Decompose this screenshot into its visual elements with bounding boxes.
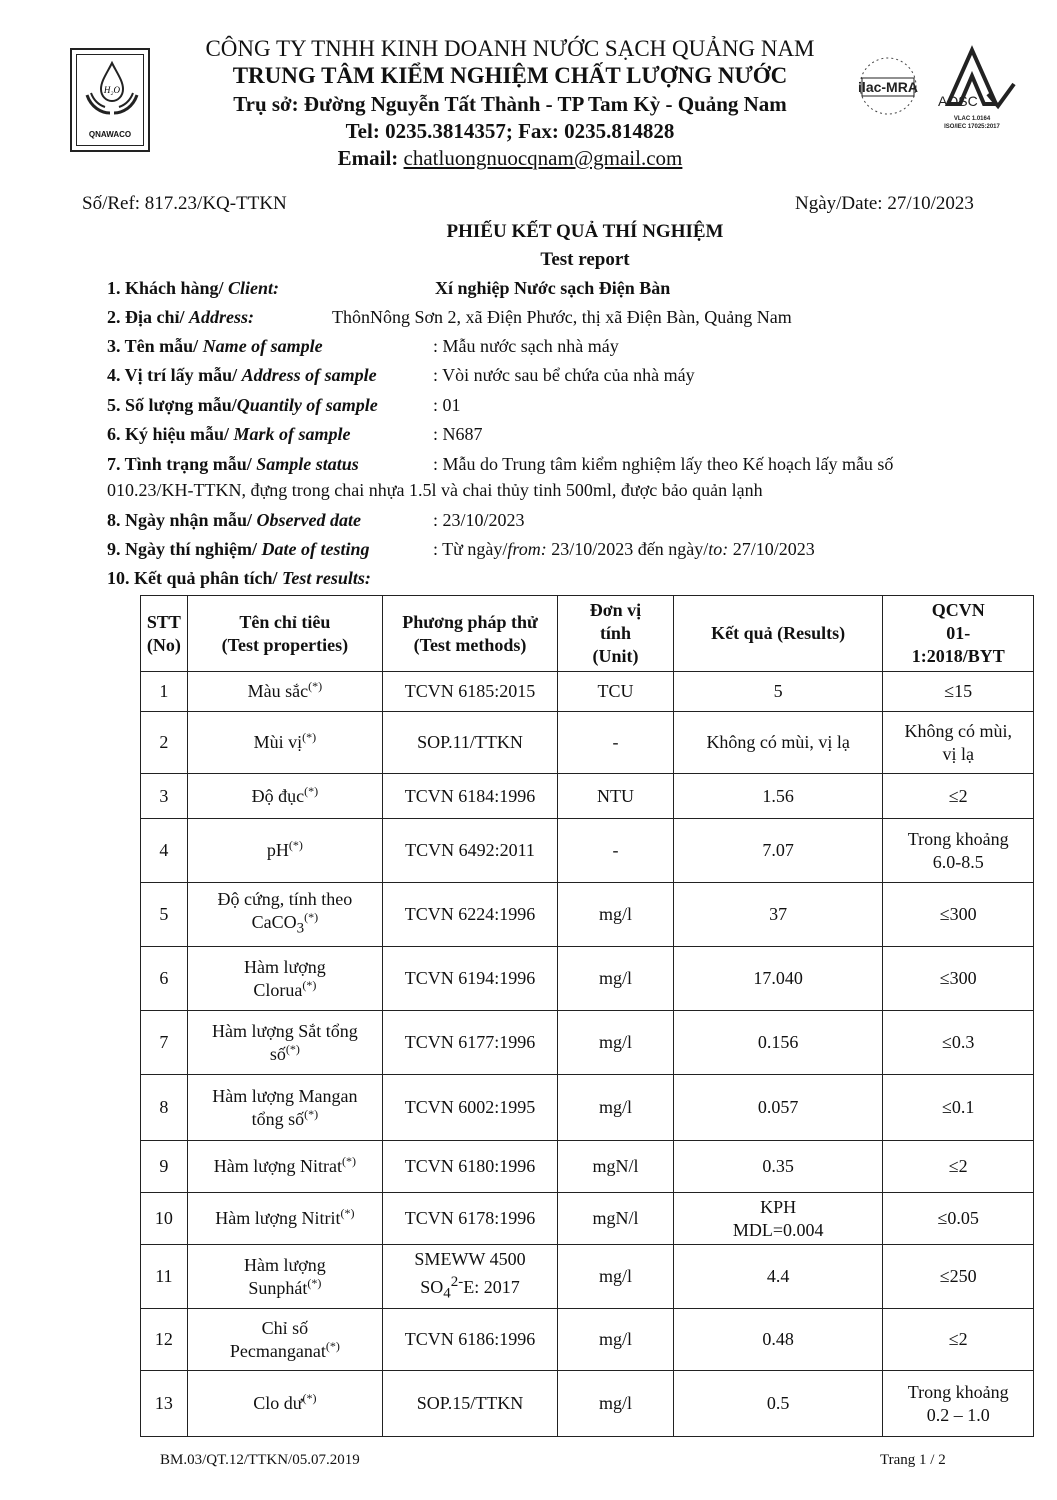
sample-status-value: : Mẫu do Trung tâm kiểm nghiệm lấy theo Kế hoạch lấy mẫu số [433, 454, 894, 474]
svg-text:H₂O: H₂O [103, 85, 121, 95]
cell-result: 0.5 [673, 1371, 883, 1437]
cell-result: KPH MDL=0.004 [673, 1193, 883, 1245]
cell-no: 6 [141, 947, 188, 1011]
address-label: 2. Địa chỉ/ Address: [107, 307, 255, 327]
observed-date-label: 8. Ngày nhận mẫu/ Observed date [107, 510, 362, 530]
water-drop-hands-icon [77, 55, 147, 125]
cell-no: 11 [141, 1245, 188, 1309]
table-row [141, 672, 1034, 712]
cell-result: 37 [673, 883, 883, 947]
sample-name-value: : Mẫu nước sạch nhà máy [433, 336, 619, 356]
cell-limit: ≤0.05 [883, 1193, 1034, 1245]
cell-property: Độ cứng, tính theo CaCO$_3$(*) [187, 883, 382, 947]
table-row [141, 947, 1034, 1011]
sample-mark-label: 6. Ký hiệu mẫu/ Mark of sample [107, 424, 351, 444]
cell-limit: Không có mùi, vị lạ [883, 712, 1034, 774]
company-address: Trụ sở: Đường Nguyễn Tất Thành - TP Tam Kỳ - Quảng Nam [233, 92, 787, 116]
testing-date-label: 9. Ngày thí nghiệm/ Date of testing [107, 539, 370, 559]
table-row [141, 1141, 1034, 1193]
table-row [141, 1245, 1034, 1309]
cell-result: 17.040 [673, 947, 883, 1011]
company-phone: Tel: 0235.3814357; Fax: 0235.814828 [345, 119, 675, 143]
cell-no: 10 [141, 1193, 188, 1245]
cell-method: SOP.11/TTKN [383, 712, 558, 774]
cell-no: 1 [141, 672, 188, 712]
observed-date-value: : 23/10/2023 [433, 510, 525, 530]
cell-no: 4 [141, 819, 188, 883]
sample-name-label: 3. Tên mẫu/ Name of sample [107, 336, 323, 356]
cell-limit: Trong khoảng 6.0-8.5 [883, 819, 1034, 883]
cell-property: Hàm lượng Mangan tổng số(*) [187, 1075, 382, 1141]
testing-date-value: : Từ ngày/from: 23/10/2023 đến ngày/to: 27/10/2023 [433, 539, 815, 559]
cell-unit: TCU [557, 672, 673, 712]
aosc-iso: ISO/IEC 17025:2017 [944, 124, 1000, 130]
cell-result: 0.35 [673, 1141, 883, 1193]
cell-unit: mgN/l [557, 1193, 673, 1245]
cell-unit: mg/l [557, 1371, 673, 1437]
aosc-vlac: VLAC 1.0164 [953, 116, 991, 122]
company-logo [70, 48, 150, 152]
header-qcvn: QCVN 01- 1:2018/BYT [883, 596, 1034, 672]
cell-unit: mg/l [557, 883, 673, 947]
cell-result: 7.07 [673, 819, 883, 883]
cell-property: Hàm lượng Nitrat(*) [187, 1141, 382, 1193]
cell-limit: ≤250 [883, 1245, 1034, 1309]
cell-limit: ≤0.3 [883, 1011, 1034, 1075]
sample-mark-value: : N687 [433, 424, 483, 444]
report-date: Ngày/Date: 27/10/2023 [795, 193, 974, 214]
cell-unit: mgN/l [557, 1141, 673, 1193]
cell-method: SOP.15/TTKN [383, 1371, 558, 1437]
page-number: Trang 1 / 2 [880, 1452, 946, 1468]
table-row [141, 883, 1034, 947]
cell-method: TCVN 6184:1996 [383, 774, 558, 819]
form-code: BM.03/QT.12/TTKN/05.07.2019 [160, 1452, 360, 1468]
table-row [141, 1309, 1034, 1371]
address-value: ThônNông Sơn 2, xã Điện Phước, thị xã Điện Bàn, Quảng Nam [332, 307, 792, 327]
logo-caption: QNAWACO [88, 130, 132, 139]
cell-unit: NTU [557, 774, 673, 819]
header-unit: Đơn vị tính (Unit) [557, 596, 673, 672]
email-link[interactable]: chatluongnuocqnam@gmail.com [403, 146, 683, 170]
sample-location-value: : Vòi nước sau bể chứa của nhà máy [433, 365, 695, 385]
table-row [141, 1371, 1034, 1437]
test-results-heading: 10. Kết quả phân tích/ Test results: [107, 568, 371, 588]
cell-unit: - [557, 712, 673, 774]
cell-property: Clo dư(*) [187, 1371, 382, 1437]
cell-method: TCVN 6002:1995 [383, 1075, 558, 1141]
client-value: Xí nghiệp Nước sạch Điện Bàn [435, 278, 671, 298]
cell-property: pH(*) [187, 819, 382, 883]
report-title-en: Test report [540, 249, 630, 270]
cell-unit: mg/l [557, 1245, 673, 1309]
cell-property: Hàm lượng Sắt tổng số(*) [187, 1011, 382, 1075]
cell-result: 0.48 [673, 1309, 883, 1371]
cell-method: TCVN 6177:1996 [383, 1011, 558, 1075]
cell-result: 0.156 [673, 1011, 883, 1075]
cell-method: TCVN 6194:1996 [383, 947, 558, 1011]
cell-method: TCVN 6178:1996 [383, 1193, 558, 1245]
cell-no: 7 [141, 1011, 188, 1075]
cell-limit: ≤2 [883, 1309, 1034, 1371]
cell-limit: ≤300 [883, 947, 1034, 1011]
cell-limit: ≤300 [883, 883, 1034, 947]
header-results: Kết quả (Results) [673, 596, 883, 672]
cell-method: TCVN 6224:1996 [383, 883, 558, 947]
cell-result: Không có mùi, vị lạ [673, 712, 883, 774]
cell-result: 0.057 [673, 1075, 883, 1141]
sample-quantity-value: : 01 [433, 395, 461, 415]
company-email-line [160, 146, 860, 171]
cell-property: Hàm lượng Nitrit(*) [187, 1193, 382, 1245]
header-stt: STT (No) [141, 596, 188, 672]
cell-method: TCVN 6185:2015 [383, 672, 558, 712]
cell-no: 3 [141, 774, 188, 819]
cell-limit: ≤2 [883, 1141, 1034, 1193]
sample-status-label: 7. Tình trạng mẫu/ Sample status [107, 454, 359, 474]
cell-property: Chỉ số Pecmanganat(*) [187, 1309, 382, 1371]
ilac-text: ilac-MRA [858, 79, 918, 95]
client-label: 1. Khách hàng/ Client: [107, 278, 280, 298]
cell-unit: mg/l [557, 1075, 673, 1141]
cell-method: TCVN 6180:1996 [383, 1141, 558, 1193]
sample-status-value-2: 010.23/KH-TTKN, đựng trong chai nhựa 1.5l và chai thủy tinh 500ml, được bảo quản lạnh [107, 480, 763, 500]
cell-unit: mg/l [557, 1309, 673, 1371]
report-title: PHIẾU KẾT QUẢ THÍ NGHIỆM [446, 221, 724, 242]
results-table [140, 595, 1034, 1437]
table-row [141, 1075, 1034, 1141]
cell-no: 9 [141, 1141, 188, 1193]
center-name: TRUNG TÂM KIỂM NGHIỆM CHẤT LƯỢNG NƯỚC [232, 63, 788, 88]
cell-property: Độ đục(*) [187, 774, 382, 819]
cell-method: SMEWW 4500 $SO_4^{2-}E$: 2017 [383, 1245, 558, 1309]
cell-result: 4.4 [673, 1245, 883, 1309]
cell-property: Hàm lượng Clorua(*) [187, 947, 382, 1011]
header-properties: Tên chỉ tiêu (Test properties) [187, 596, 382, 672]
company-name: CÔNG TY TNHH KINH DOANH NƯỚC SẠCH QUẢNG NAM [205, 36, 815, 61]
aosc-text: AOSC [938, 93, 978, 109]
cell-no: 2 [141, 712, 188, 774]
cell-no: 8 [141, 1075, 188, 1141]
table-row [141, 712, 1034, 774]
cell-unit: mg/l [557, 947, 673, 1011]
cell-limit: ≤0.1 [883, 1075, 1034, 1141]
reference-number: Số/Ref: 817.23/KQ-TTKN [82, 193, 287, 214]
cell-limit: ≤2 [883, 774, 1034, 819]
cell-result: 5 [673, 672, 883, 712]
cell-method: TCVN 6186:1996 [383, 1309, 558, 1371]
table-header-row [141, 596, 1034, 672]
cell-unit: mg/l [557, 1011, 673, 1075]
cell-no: 12 [141, 1309, 188, 1371]
table-row [141, 1011, 1034, 1075]
cell-no: 13 [141, 1371, 188, 1437]
cell-property: Màu sắc(*) [187, 672, 382, 712]
table-row [141, 1193, 1034, 1245]
cell-result: 1.56 [673, 774, 883, 819]
table-row [141, 819, 1034, 883]
sample-location-label: 4. Vị trí lấy mẫu/ Address of sample [107, 365, 377, 385]
cell-limit: Trong khoảng 0.2 – 1.0 [883, 1371, 1034, 1437]
email-label: Email: [337, 146, 404, 170]
header-methods: Phương pháp thử (Test methods) [383, 596, 558, 672]
ilac-mra-logo [848, 44, 928, 134]
cell-property: Hàm lượng Sunphát(*) [187, 1245, 382, 1309]
cell-method: TCVN 6492:2011 [383, 819, 558, 883]
cell-unit: - [557, 819, 673, 883]
table-row [141, 774, 1034, 819]
sample-quantity-label: 5. Số lượng mẫu/Quantily of sample [107, 395, 378, 415]
cell-no: 5 [141, 883, 188, 947]
cell-property: Mùi vị(*) [187, 712, 382, 774]
cell-limit: ≤15 [883, 672, 1034, 712]
aosc-logo [930, 44, 1020, 134]
